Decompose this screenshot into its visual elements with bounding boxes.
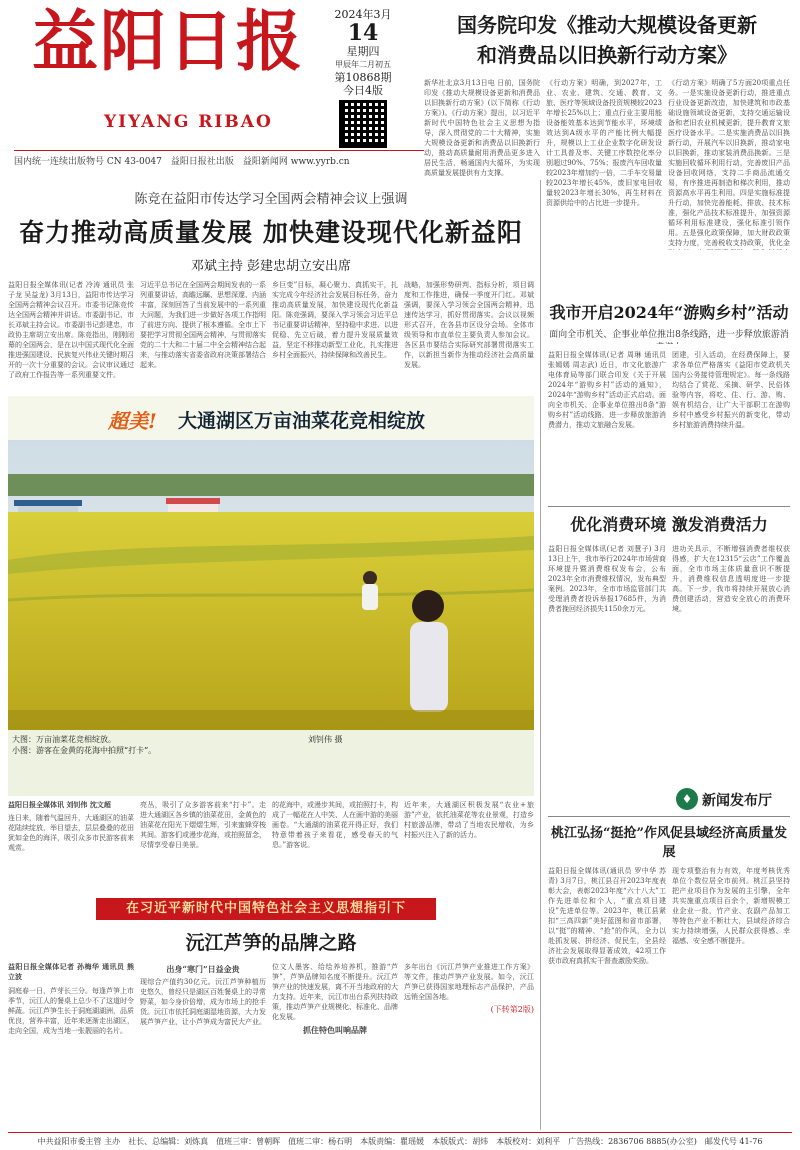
rural-tour-col2: 团建，引入活动，在经费保障上，要求各单位严格落实《益阳市党政机关国内公务接待管理规定》。每一条线路均结合了赏花、采摘、研学、民俗体验等内容，将吃、住、行、游、购、娱有机结合，让广大干部职工在游购乡村中感受乡村振兴的新变化，带动乡村旅游消费持续升温。 [672, 351, 790, 429]
continue-link[interactable]: (下转第2版) [490, 1005, 534, 1014]
rural-tour-header [548, 300, 790, 344]
theme-banner: 在习近平新时代中国特色社会主义思想指引下 [96, 898, 436, 920]
taojiang-col1: 益阳日报全媒体讯(通讯员 罗中华 苏青) 3月7日，桃江县召开2023年度表彰大会，表彰2023年度“六十八大”工作先进单位和个人，“重点项目建设”先进单位等。2023年，桃江县紧扣“三高四新”美好蓝图和省市部署，以“挺”的精神、“抢”的作风，全力以赴抓发展、拼经济、促民生，全县经济社会发展取得显著成效，42项工作获市政府真抓实干督查激励奖励。 [548, 867, 666, 965]
rapeseed-field-illustration [8, 440, 534, 730]
lead-body-col1: 益阳日报全媒体讯(记者 冷涛 通讯员 张子龙 吴益龙) 3月13日，益阳市传达学习全国两会精神会议召开。市委书记陈竞传达全国两会精神并讲话。市委副书记、市长邓斌主持会议。市委副书记彭建忠，市政协主席胡立安出席。陈竞指出，刚刚闭幕的全国两会，是在以中国式现代化全面推进强国建设、民族复兴伟业关键时期召开的一次十分重要的会议。会议审议通过了政府工作报告等一系列重要文件。 [8, 281, 134, 379]
lead-headline-block [8, 188, 534, 278]
bamboo-col1-text: 洞庭春一日，芦芽长三分。每逢芦笋上市季节，沅江人的餐桌上总少不了这道时令鲜蔬。沅江芦笋生长于洞庭湖湖洲，品质优良，营养丰富，近年来逐渐走出湖区，走向全国，成为当地一张靓丽的名片。 [8, 987, 134, 1035]
rural-tour-subtitle: 面向全市机关、企事业单位推出8条线路，进一步释放旅游消 [549, 330, 789, 340]
consumer-header [548, 512, 790, 540]
taojiang-header [548, 822, 790, 862]
rural-tour-col1: 益阳日报全媒体讯(记者 周琳 通讯员 张嫣嫣 周志武) 近日，市文化旅游广电体育局等部门联合印发《关于开展2024年“游购乡村”活动的通知》，2024年“游购乡村”活动正式启动。面向全市机关、企事业单位推出8条“游购乡村”活动线路，进一步释放旅游消费潜力，推动文旅融合发展。 [548, 351, 666, 429]
photo-caption [12, 734, 312, 756]
taojiang-title[interactable]: 桃江弘扬“挺抢”作风促县域经济高质量发展 [551, 826, 787, 860]
bamboo-col3-text: 位文人墨客、给绘养培养机，推游“芦笋”，芦笋品牌知名度不断提升。沅江芦笋产业的快速发展，离不开当地政府的大力支持。近年来，沅江市出台系列扶持政策，推动芦笋产业规模化、标准化、品牌化发展。 [272, 963, 398, 1021]
bamboo-title[interactable]: 沅江芦笋的品牌之路 [185, 932, 357, 954]
photo-story-col4: 近年来，大通湖区积极发展“农业+旅游”产业，依托油菜花等农业景观，打造乡村旅游品牌，带动了当地农民增收，为乡村振兴注入了新的活力。 [404, 801, 534, 839]
consumer-col2: 进功关具示，不断增强消费者维权获得感，扩大在12315“云店”工作覆盖面，全市市场主体质量意识不断提升，消费维权信息透明度进一步提高。下一步，我市将持续开展放心消费创建活动，营造安全放心的消费环境。 [672, 545, 790, 613]
photo-feature-title[interactable]: 大通湖区万亩油菜花竞相绽放 [178, 410, 426, 432]
photo-badge: 超美! [108, 409, 157, 433]
photo-caption-main: 大图：万亩油菜花竞相绽放。 [12, 735, 116, 744]
state-council-title-1[interactable]: 国务院印发《推动大规模设备更新 [457, 13, 757, 37]
bamboo-col2-text: 现综合产值约30亿元。沅江芦笋种植历史悠久，曾经只是湖区百姓餐桌上的寻常野菜，如今身价倍增，成为市场上的抢手货。沅江市依托洞庭湖湿地资源，大力发展芦笋产业，让小芦笋成为富民大产业。 [140, 978, 266, 1026]
photo-story-col1 [8, 800, 134, 892]
state-council-title-2[interactable]: 和消费品以旧换新行动方案》 [477, 43, 737, 67]
section-divider [548, 816, 790, 817]
issue-pages: 今日4版 [343, 84, 383, 97]
lead-body-col4: 战略，加强形势研判、指标分析，项目调度和工作推进，确保一季度开门红。邓斌强调，要深入学习领会全国两会精神，迅速传达学习，抓好贯彻落实。会议以视频形式召开，在各县市区设分会场。全体市级领导和市直单位主要负责人参加会议。各区县市要结合实际研究部署贯彻落实工作，以新担当新作为推动经济社会高质量发展。 [404, 281, 534, 369]
newspaper-logo: 益阳日报 [32, 2, 304, 80]
bamboo-subhead-1: 出身“寒门”日益金贵 [166, 964, 240, 974]
column-divider [540, 180, 541, 1130]
state-council-body-col1: 新华社北京3月13日电 日前，国务院印发《推动大规模设备更新和消费品以旧换新行动方案》(以下简称《行动方案》)。《行动方案》提出，以习近平新时代中国特色社会主义思想为指导，深入贯彻党的二十大精神，实施大规模设备更新和消费品以旧换新行动，推动高质量耐用消费品更多进入居民生活，畅通国内大循环，为实现高质量发展提供有力支撑。 [424, 79, 540, 177]
publication-info: 国内统一连续出版物号 CN 43-0047 益阳日报社出版 益阳新闻网 www.yyrb.cn [14, 150, 424, 167]
bamboo-subhead-2: 抓住特色叫响品牌 [303, 1025, 367, 1035]
lead-body-col2: 习近平总书记在全国两会期间发表的一系列重要讲话，高瞻远瞩、思想深邃、内涵丰富，深刻回答了当前发展中的一系列重大问题，为我们进一步做好各项工作指明了前进方向、提供了根本遵循。全市上下要把学习贯彻全国两会精神，与贯彻落实党的二十大和二十届二中全会精神结合起来，与推动落实省委省政府决策部署结合起来。 [140, 281, 266, 369]
photo-feature-header [8, 396, 534, 440]
issue-day: 14 [347, 20, 379, 46]
bamboo-byline: 益阳日报全媒体记者 孙梅华 通讯员 熊立波 [8, 962, 134, 981]
page-footer: 中共益阳市委主管 主办 社长、总编辑：刘炼真 值班三审：曾朝晖 值班二审：杨石明 本版责编：瞿瑶媛 本版版式：胡炜 本版校对：刘利平 广告热线：2836706 8885(办公室) 邮发代号 41-76 [8, 1132, 792, 1147]
photo-caption-inset: 小图：游客在金黄的花海中拍照“打卡”。 [12, 746, 157, 755]
section-divider [548, 506, 790, 507]
photo-feature [8, 396, 534, 796]
consumer-col1: 益阳日报全媒体讯(记者 刘慧子) 3月13日上午，我市举行2024年市场营商环境提升暨消费维权发布会，公布2023年全市消费维权情况，发布典型案例。2023年，全市市场监管部门共受理消费者投诉举报17685件，为消费者挽回经济损失1150余万元。 [548, 545, 666, 613]
issue-number: 第10868期 [334, 71, 392, 84]
qr-code-icon[interactable] [339, 100, 387, 148]
bamboo-col3 [272, 962, 398, 1128]
megaphone-icon: ♦ [676, 788, 698, 810]
consumer-title[interactable]: 优化消费环境 激发消费活力 [570, 515, 768, 534]
press-room-label: 新闻发布厅 [702, 793, 772, 809]
issue-lunar: 甲辰年二月初五 [335, 60, 391, 69]
photo-story-col1-text: 连日来，随着气温回升，大通湖区的油菜花陆续绽放，举目望去，层层叠叠的花田犹如金色的海洋，吸引众多市民游客前来观赏。 [8, 814, 134, 852]
issue-info [320, 8, 406, 148]
state-council-article [424, 10, 790, 70]
newspaper-logo-english: YIYANG RIBAO [104, 112, 273, 132]
rapeseed-field-photo[interactable] [8, 440, 534, 730]
issue-date: 2024年3月 [334, 8, 392, 21]
press-room-badge [676, 786, 786, 812]
photo-story-col2: 亮丛，吸引了众多游客前来“打卡”。走进大通湖区各乡镇的油菜花田，金黄色的油菜花在阳光下熠熠生辉，引来蜜蜂穿梭其间。游客们或漫步花海，或拍照留念，尽情享受春日美景。 [140, 801, 266, 849]
bamboo-col2 [140, 962, 266, 1128]
state-council-body-col3: 《行动方案》明确了5方面20项重点任务。一是实施设备更新行动，推进重点行业设备更新改造，加快建筑和市政基础设施领域设备更新，支持交通运输设备和老旧农业机械更新，提升教育文旅医疗设备水平。二是实施消费品以旧换新行动，开展汽车以旧换新，推动家电以旧换新，推动家装消费品换新。三是实施回收循环利用行动，完善废旧产品设备回收网络，支持二手商品流通交易，有序推进再制造和梯次利用，推动资源高水平再生利用。四是实施标准提升行动，加快完善能耗、排放、技术标准，强化产品技术标准提升，加强资源循环利用标准建设，强化标准引领作用。五是强化政策保障，加大财政政策支持力度，完善税收支持政策，优化金 [668, 79, 790, 247]
lead-kicker: 陈竞在益阳市传达学习全国两会精神会议上强调 [134, 192, 408, 207]
lead-body-col3: 乡巨变”目标，凝心聚力、真抓实干，扎实完成今年经济社会发展目标任务，奋力推动高质量发展，加快建设现代化新益阳。陈竞强调，要深入学习领会习近平总书记重要讲话精神，坚持稳中求进、以进促稳、先立后破，着力提升发展质量效益，坚定不移推动新型工业化，扎实推进乡村全面振兴，持续保障和改善民生。 [272, 281, 398, 359]
state-council-body-col2: 《行动方案》明确，到2027年，工业、农业、建筑、交通、教育、文旅、医疗等领域设备投资规模较2023年增长25%以上；重点行业主要用能设备能效基本达到节能水平，环境绩效达到A级水平的产能比例大幅提升，规模以上工业企业数字化研发设计工具普及率、关键工序数控化率分别超过90%、75%；报废汽车回收量较2023年增加约一倍，二手车交易量较2023年增长45%，废旧家电回收量较2023年增长30%，再生材料在资源供给中的占比进一步提升。 [546, 79, 662, 207]
issue-weekday: 星期四 [346, 45, 380, 58]
bamboo-col4-text: 多年出台《沅江芦笋产业推进工作方案》等文件，推动芦笋产业发展。如今，沅江芦笋已获得国家地理标志产品保护，产品远销全国各地。 [404, 963, 534, 1001]
bamboo-col4 [404, 962, 534, 1128]
masthead [8, 4, 420, 176]
lead-subtitle: 邓斌主持 彭建忠胡立安出席 [190, 259, 352, 274]
lead-title[interactable]: 奋力推动高质量发展 加快建设现代化新益阳 [19, 218, 523, 247]
taojiang-col2: 现专项整治有力有效，年度考核优秀单位个数位居全市前列。桃江县坚持把产业项目作为发展的主引擎，全年共实施重点项目百余个，新增规模工业企业一批，竹产业、农副产品加工等特色产业不断壮大，县域经济综合实力持续增强，人民群众获得感、幸福感、安全感不断提升。 [672, 867, 790, 945]
bamboo-col1 [8, 962, 134, 1128]
photo-story-byline: 益阳日报全媒体讯 刘钊伟 沈文超 [8, 800, 111, 809]
photo-story-col3: 的花海中，或漫步其间，或拍照打卡，构成了一幅花在人中笑、人在画中游的美丽画卷。“大通湖的油菜花开得正好，我们特意带着孩子来看花，感受春天的气息。”游客说。 [272, 801, 398, 849]
rural-tour-title[interactable]: 我市开启2024年“游购乡村”活动 [549, 303, 789, 322]
photographer-credit: 刘钊伟 摄 [308, 735, 343, 744]
